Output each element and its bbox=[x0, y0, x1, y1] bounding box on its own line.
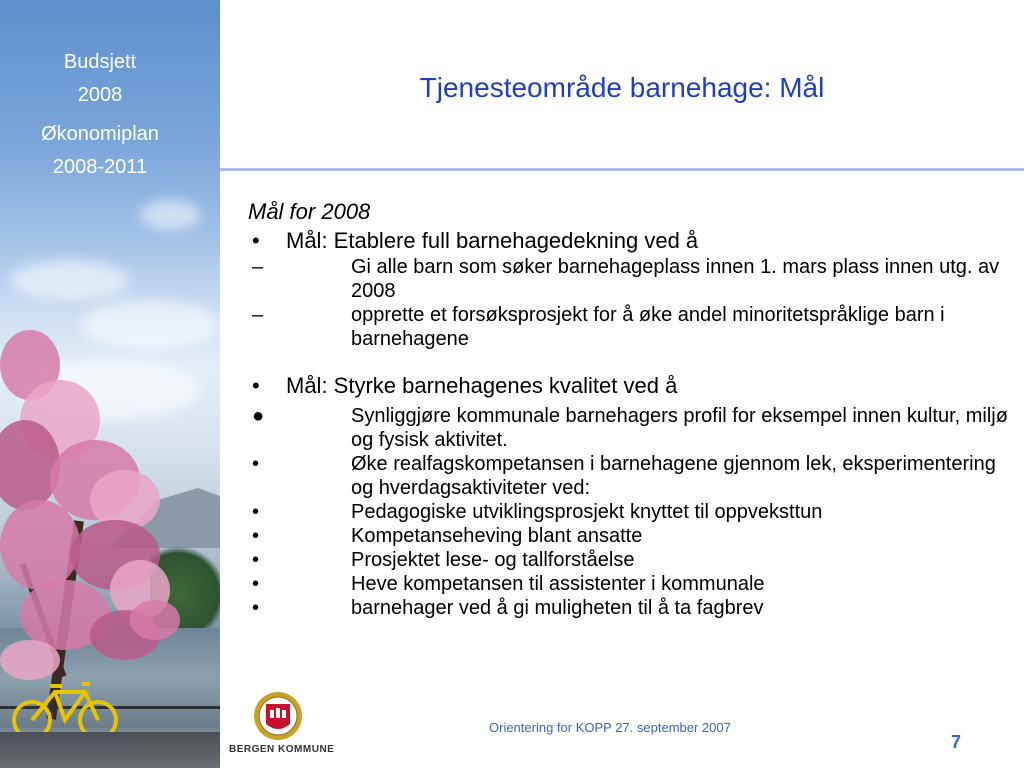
bullet-marker: • bbox=[252, 453, 260, 475]
list-item-text: Prosjektet lese- og tallforståelse bbox=[351, 549, 635, 571]
pathway bbox=[0, 732, 220, 768]
blossom bbox=[0, 500, 80, 590]
goal-1-text: Mål: Etablere full barnehagedekning ved å bbox=[286, 228, 699, 253]
title-divider bbox=[220, 168, 1024, 171]
sidebar-line-period: 2008-2011 bbox=[52, 156, 148, 178]
footer-text: Orientering for KOPP 27. september 2007 bbox=[489, 720, 731, 735]
list-item-text: Kompetanseheving blant ansatte bbox=[351, 525, 643, 547]
list-item bbox=[248, 596, 1008, 620]
list-item-text: barnehager ved å gi muligheten til å ta fagbrev bbox=[351, 597, 764, 619]
list-item bbox=[248, 548, 1008, 572]
sidebar-line-budsjett: Budsjett bbox=[63, 51, 137, 73]
sidebar-photo bbox=[0, 0, 220, 768]
page-number: 7 bbox=[951, 732, 962, 752]
sidebar-title bbox=[0, 46, 200, 184]
list-item bbox=[248, 524, 1008, 548]
list-item bbox=[248, 303, 1008, 351]
logo-text: BERGEN KOMMUNE bbox=[229, 744, 335, 755]
dash-marker: – bbox=[252, 304, 264, 326]
list-item-text: Heve kompetansen til assistenter i kommunale bbox=[351, 573, 765, 595]
cloud bbox=[80, 300, 220, 350]
bullet-marker: ● bbox=[252, 405, 265, 427]
bullet-marker: • bbox=[252, 549, 260, 571]
list-item-text: Synliggjøre kommunale barnehagers profil for eksempel innen kultur, miljø og fysisk aktivitet. bbox=[351, 405, 1008, 451]
blossom bbox=[130, 600, 180, 640]
slide-title: Tjenesteområde barnehage: Mål bbox=[419, 72, 825, 103]
list-item bbox=[248, 452, 1008, 500]
slide-content bbox=[248, 198, 1008, 620]
sidebar-line-okonomiplan: Økonomiplan bbox=[41, 123, 159, 145]
sidebar-line-year: 2008 bbox=[77, 84, 123, 106]
list-item-text: Øke realfagskompetansen i barnehagene gjennom lek, eksperimentering og hverdagsaktiviteter ved: bbox=[351, 453, 996, 499]
goal-2-text: Mål: Styrke barnehagenes kvalitet ved å bbox=[286, 373, 678, 398]
bullet-marker: • bbox=[252, 501, 260, 523]
cloud bbox=[10, 260, 130, 300]
goal-2 bbox=[248, 371, 1008, 400]
list-item bbox=[248, 572, 1008, 596]
cloud bbox=[140, 200, 200, 230]
list-item bbox=[248, 404, 1008, 452]
list-item-text: Pedagogiske utviklingsprosjekt knyttet til oppveksttun bbox=[351, 501, 823, 523]
list-item-text: Gi alle barn som søker barnehageplass innen 1. mars plass innen utg. av 2008 bbox=[351, 256, 1000, 302]
bullet-marker: • bbox=[252, 373, 260, 398]
dash-marker: – bbox=[252, 256, 264, 278]
bullet-marker: • bbox=[252, 597, 260, 619]
list-item-text: opprette et forsøksprosjekt for å øke andel minoritetspråklige barn i barnehagene bbox=[351, 304, 945, 350]
list-item bbox=[248, 255, 1008, 303]
goal-1 bbox=[248, 226, 1008, 255]
list-item bbox=[248, 500, 1008, 524]
section-heading: Mål for 2008 bbox=[248, 199, 371, 224]
bullet-marker: • bbox=[252, 228, 260, 253]
bullet-marker: • bbox=[252, 573, 260, 595]
bullet-marker: • bbox=[252, 525, 260, 547]
spacer bbox=[248, 351, 1008, 371]
